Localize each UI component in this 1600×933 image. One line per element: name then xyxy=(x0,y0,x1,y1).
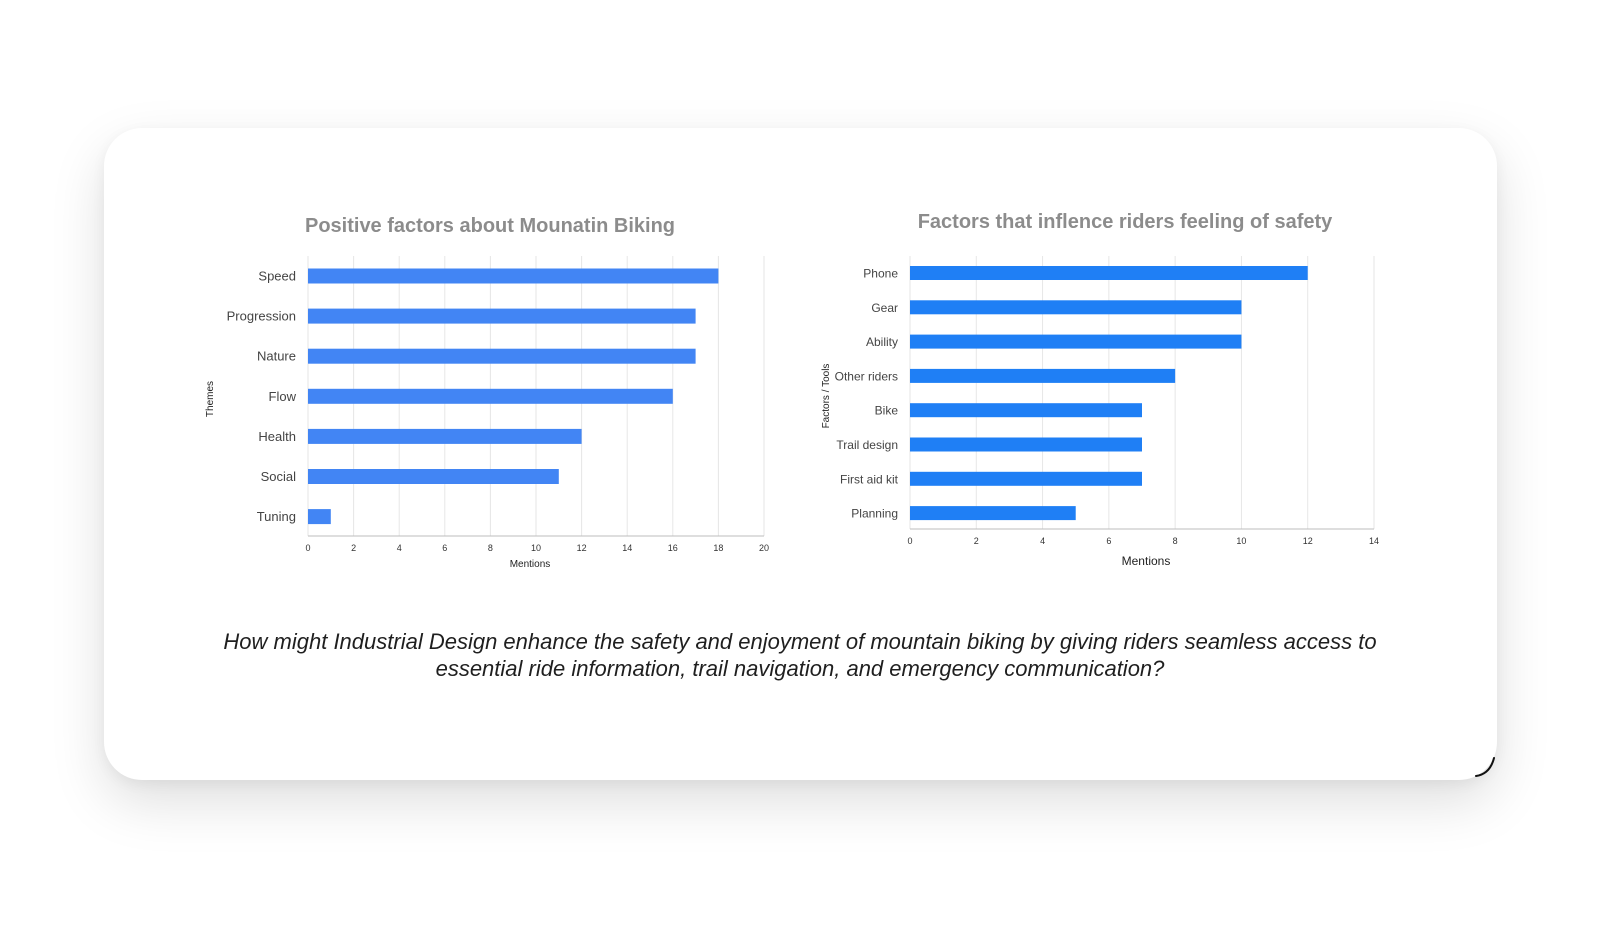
c2-bar-4 xyxy=(910,403,1142,417)
c2-tick-label-7: 14 xyxy=(1368,536,1380,546)
c2-tick-label-4: 8 xyxy=(1172,536,1178,546)
chart2-tick-labels xyxy=(907,536,1379,546)
c2-tick-label-5: 10 xyxy=(1236,536,1247,546)
how-might-we-question: How might Industrial Design enhance the safety and enjoyment of mountain biking by giving riders seamless access to essential ride information, trail navigation, and emergency communication? xyxy=(223,629,1377,681)
c1-category-label-0: Speed xyxy=(258,268,296,284)
chart1-y-axis-title: Themes xyxy=(205,380,216,418)
chart1-title: Positive factors about Mounatin Biking xyxy=(304,215,676,237)
c2-tick-label-3: 6 xyxy=(1106,536,1112,546)
c2-category-label-0: Phone xyxy=(863,266,898,281)
chart2-title: Factors that inflence riders feeling of safety xyxy=(917,211,1333,233)
c2-category-label-5: Trail design xyxy=(836,438,898,452)
c2-bar-2 xyxy=(910,335,1241,349)
chart2-gridlines xyxy=(910,256,1374,529)
c1-tick-label-10: 20 xyxy=(758,543,770,553)
c2-tick-label-6: 12 xyxy=(1302,536,1313,546)
resize-grip-icon[interactable] xyxy=(1472,752,1498,778)
c2-bar-0 xyxy=(910,266,1308,280)
c1-tick-label-9: 18 xyxy=(713,543,724,553)
chart2-y-axis-title: Factors / Tools xyxy=(821,363,832,429)
c1-tick-label-3: 6 xyxy=(442,543,448,553)
c1-category-label-1: Progression xyxy=(226,308,296,324)
c1-tick-label-0: 0 xyxy=(305,543,311,553)
c1-tick-label-2: 4 xyxy=(396,543,402,553)
c2-category-label-1: Gear xyxy=(871,300,898,315)
chart1-x-axis-title: Mentions xyxy=(509,559,551,570)
c2-bar-5 xyxy=(910,438,1142,452)
c2-tick-label-0: 0 xyxy=(907,536,913,546)
c2-tick-label-2: 4 xyxy=(1040,536,1046,546)
c2-bar-3 xyxy=(910,369,1175,383)
c1-tick-label-6: 12 xyxy=(576,543,587,553)
c1-tick-label-5: 10 xyxy=(530,543,542,553)
c1-category-label-5: Social xyxy=(260,469,296,484)
c2-bar-1 xyxy=(910,300,1241,314)
c1-category-label-3: Flow xyxy=(268,388,296,404)
c2-category-label-4: Bike xyxy=(874,403,898,418)
c1-tick-label-4: 8 xyxy=(487,543,493,553)
c2-category-label-6: First aid kit xyxy=(839,472,898,487)
c2-category-label-7: Planning xyxy=(851,506,898,521)
chart2-x-axis-title: Mentions xyxy=(1121,554,1171,568)
c2-bar-7 xyxy=(910,506,1076,520)
c2-bar-6 xyxy=(910,472,1142,486)
c2-category-label-2: Ability xyxy=(865,335,898,350)
c1-category-label-2: Nature xyxy=(256,348,296,364)
chart2-category-labels xyxy=(835,267,899,521)
c2-tick-label-1: 2 xyxy=(973,536,979,546)
c2-category-label-3: Other riders xyxy=(834,369,898,384)
c1-tick-label-1: 2 xyxy=(351,543,357,553)
c1-tick-label-7: 14 xyxy=(622,543,633,553)
c1-tick-label-8: 16 xyxy=(667,543,678,553)
c1-category-label-4: Health xyxy=(258,428,296,444)
c1-category-label-6: Tuning xyxy=(256,509,296,525)
